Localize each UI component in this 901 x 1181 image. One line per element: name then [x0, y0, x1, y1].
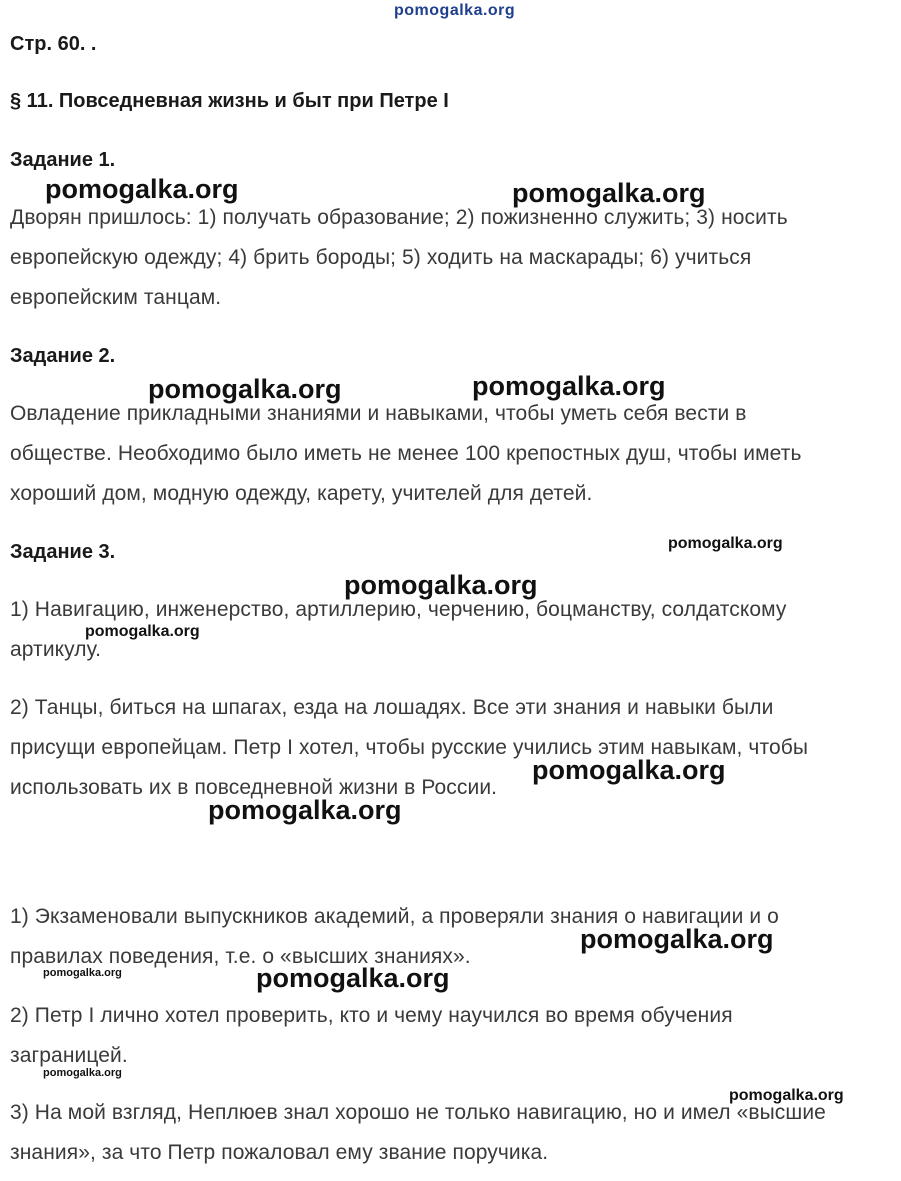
task-3-p2-line: использовать их в повседневной жизни в России. — [10, 776, 498, 799]
watermark: pomogalka.org — [532, 755, 726, 785]
watermark-top: pomogalka.org — [394, 2, 516, 19]
watermark: pomogalka.org — [256, 963, 450, 993]
page-reference: Стр. 60. . — [10, 33, 97, 55]
watermark: pomogalka.org — [580, 924, 774, 954]
task-3-p1-line: 1) Навигацию, инженерство, артиллерию, черчению, боцманству, солдатскому — [10, 598, 787, 621]
task-2-line: хороший дом, модную одежду, карету, учителей для детей. — [10, 482, 593, 505]
watermark: pomogalka.org — [43, 967, 122, 979]
task-3-p1-line: артикулу. — [10, 638, 102, 661]
watermark: pomogalka.org — [344, 570, 538, 600]
task-4-p2-line: 2) Петр I лично хотел проверить, кто и чему научился во время обучения — [10, 1004, 733, 1027]
task-1-line: Дворян пришлось: 1) получать образование; 2) пожизненно служить; 3) носить — [10, 206, 788, 229]
task-2-line: Овладение прикладными знаниями и навыками, чтобы уметь себя вести в — [10, 402, 747, 425]
task-3-p2-line: присущи европейцам. Петр I хотел, чтобы русские учились этим навыкам, чтобы — [10, 736, 809, 759]
task-3-heading: Задание 3. — [10, 541, 116, 563]
watermark: pomogalka.org — [472, 371, 666, 401]
task-1-line: европейским танцам. — [10, 286, 222, 309]
watermark: pomogalka.org — [85, 623, 200, 640]
task-2-heading: Задание 2. — [10, 345, 116, 367]
task-1-heading: Задание 1. — [10, 149, 116, 171]
watermark: pomogalka.org — [45, 174, 239, 204]
task-4-p3-line: знания», за что Петр пожаловал ему звание поручика. — [10, 1141, 549, 1164]
task-4-p3-line: 3) На мой взгляд, Неплюев знал хорошо не только навигацию, но и имел «высшие — [10, 1101, 826, 1124]
watermark: pomogalka.org — [208, 795, 402, 825]
watermark: pomogalka.org — [512, 178, 706, 208]
task-4-p1-line: правилах поведения, т.е. о «высших знаниях». — [10, 945, 471, 968]
watermark: pomogalka.org — [729, 1087, 844, 1104]
watermark: pomogalka.org — [43, 1067, 122, 1079]
watermark: pomogalka.org — [148, 374, 342, 404]
task-4-p1-line: 1) Экзаменовали выпускников академий, а проверяли знания о навигации и о — [10, 905, 779, 928]
task-4-p2-line: заграницей. — [10, 1044, 128, 1067]
section-title: § 11. Повседневная жизнь и быт при Петре I — [10, 90, 449, 112]
watermark: pomogalka.org — [668, 535, 783, 552]
task-3-p2-line: 2) Танцы, биться на шпагах, езда на лошадях. Все эти знания и навыки были — [10, 696, 774, 719]
task-2-line: обществе. Необходимо было иметь не менее 100 крепостных душ, чтобы иметь — [10, 442, 802, 465]
task-1-line: европейскую одежду; 4) брить бороды; 5) ходить на маскарады; 6) учиться — [10, 246, 752, 269]
